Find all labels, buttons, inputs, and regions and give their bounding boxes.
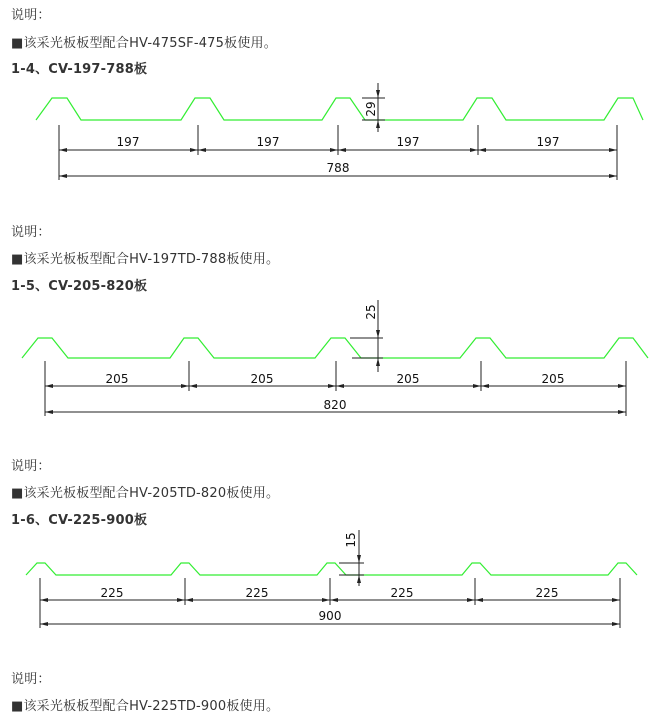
usage-note: ■该采光板板型配合HV-225TD-900板使用。 — [11, 699, 280, 714]
span-label: 205 — [105, 372, 129, 386]
usage-note: ■该采光板板型配合HV-197TD-788板使用。 — [11, 252, 280, 267]
usage-note: ■该采光板板型配合HV-475SF-475板使用。 — [11, 36, 277, 51]
note-label: 说明： — [11, 672, 51, 687]
panel-profile — [22, 338, 648, 358]
total-label: 788 — [326, 161, 350, 175]
span-label: 205 — [541, 372, 565, 386]
panel-title: 1-4、CV-197-788板 — [11, 62, 148, 77]
span-label: 225 — [100, 586, 124, 600]
span-label: 197 — [536, 135, 560, 149]
span-label: 197 — [256, 135, 280, 149]
height-label: 29 — [364, 101, 378, 117]
note-label: 说明： — [11, 8, 51, 23]
note-label: 说明： — [11, 225, 51, 240]
total-label: 900 — [318, 609, 342, 623]
span-label: 197 — [396, 135, 420, 149]
height-label: 15 — [344, 532, 358, 548]
usage-note: ■该采光板板型配合HV-205TD-820板使用。 — [11, 486, 280, 501]
span-label: 225 — [535, 586, 559, 600]
height-label: 25 — [364, 304, 378, 320]
panel-title: 1-6、CV-225-900板 — [11, 513, 148, 528]
span-label: 225 — [245, 586, 269, 600]
note-label: 说明： — [11, 459, 51, 474]
panel-title: 1-5、CV-205-820板 — [11, 279, 148, 294]
profile-diagram — [0, 528, 658, 633]
total-label: 820 — [323, 398, 347, 412]
panel-profile — [36, 98, 643, 120]
profile-diagram — [0, 298, 658, 423]
span-label: 197 — [116, 135, 140, 149]
panel-profile — [26, 563, 637, 575]
profile-diagram — [0, 80, 658, 185]
span-label: 205 — [396, 372, 420, 386]
span-label: 225 — [390, 586, 414, 600]
span-label: 205 — [250, 372, 274, 386]
